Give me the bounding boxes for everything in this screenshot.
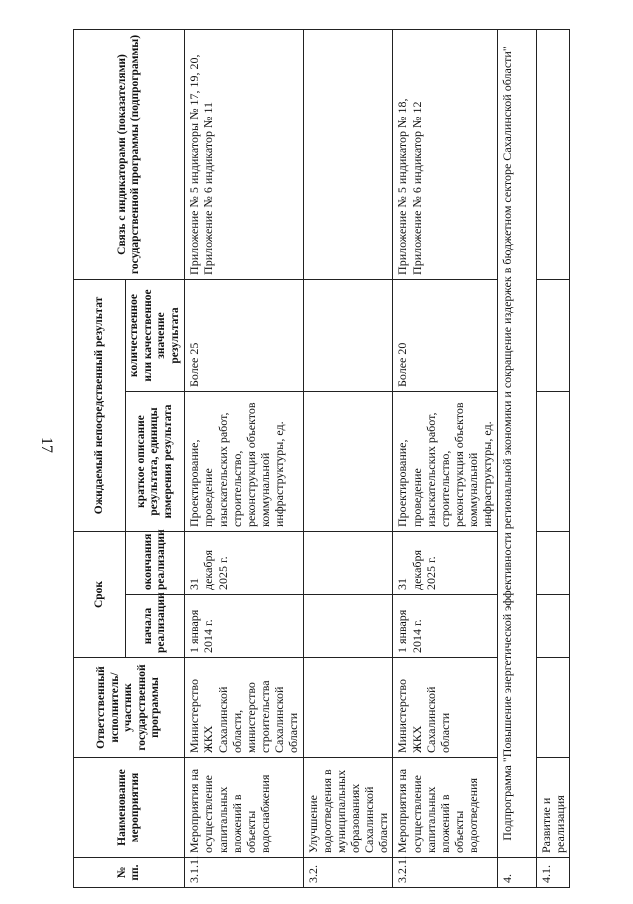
row-start xyxy=(536,595,569,658)
rotated-page-content xyxy=(73,30,627,888)
subprogram-title: Подпрограмма "Повышение энергетической эффективности региональной экономики и сокращение издержек в бюджетном секторе Сахалинской области" xyxy=(497,29,536,857)
table-row xyxy=(303,29,393,887)
activities-table xyxy=(73,29,570,888)
row-num: 4.1. xyxy=(536,858,569,888)
header-term-end: окончания реализации xyxy=(126,531,185,594)
row-qty xyxy=(303,279,393,391)
row-start: 1 января 2014 г. xyxy=(393,595,497,658)
header-result: Ожидаемый непосредственный результат xyxy=(74,279,126,531)
header-name: Наименование мероприятия xyxy=(74,758,185,858)
row-responsible xyxy=(303,658,393,758)
header-term-start: начала реализации xyxy=(126,595,185,658)
subprogram-num: 4. xyxy=(497,858,536,888)
row-num: 3.1.1. xyxy=(185,858,303,888)
row-name: Улучшение водоотведения в муниципальных образованиях Сахалинской области xyxy=(303,758,393,858)
row-end: 31 декабря 2025 г. xyxy=(185,531,303,594)
row-num: 3.2.1. xyxy=(393,858,497,888)
header-indicators: Связь с индикаторами (показателями) государственной программы (подпрограммы) xyxy=(74,29,185,279)
table-row xyxy=(185,29,303,887)
row-name: Развитие и реализация xyxy=(536,758,569,858)
row-desc: Проектирование, проведение изыскательских работ, строительство, реконструкция объектов коммунальной инфраструктуры, ед. xyxy=(393,391,497,531)
header-term: Срок xyxy=(74,531,126,657)
header-responsible: Ответственный исполнитель/участник государственной программы xyxy=(74,658,185,758)
row-end: 31 декабря 2025 г. xyxy=(393,531,497,594)
subprogram-row xyxy=(497,29,536,887)
row-qty: Более 20 xyxy=(393,279,497,391)
header-result-qty: количественное или качественное значение результата xyxy=(126,279,185,391)
row-qty: Более 25 xyxy=(185,279,303,391)
header-num: № пп. xyxy=(74,858,185,888)
row-responsible: Министерство ЖКХ Сахалинской области xyxy=(393,658,497,758)
row-end xyxy=(303,531,393,594)
table-row xyxy=(393,29,497,887)
row-desc xyxy=(303,391,393,531)
header-result-desc: краткое описание результата, единицы измерения результата xyxy=(126,391,185,531)
row-start: 1 января 2014 г. xyxy=(185,595,303,658)
row-num: 3.2. xyxy=(303,858,393,888)
row-start xyxy=(303,595,393,658)
row-indicators: Приложение № 5 индикаторы № 17, 19, 20, Приложение № 6 индикатор № 11 xyxy=(185,29,303,279)
row-indicators xyxy=(536,29,569,279)
page-number: 17 xyxy=(38,437,55,453)
row-responsible: Министерство ЖКХ Сахалинской области, министерство строительства Сахалинской области xyxy=(185,658,303,758)
row-qty xyxy=(536,279,569,391)
table-header-row xyxy=(74,29,126,887)
row-indicators: Приложение № 5 индикатор № 18, Приложение № 6 индикатор № 12 xyxy=(393,29,497,279)
row-responsible xyxy=(536,658,569,758)
row-name: Мероприятия на осуществление капитальных вложений в объекты водоснабжения xyxy=(185,758,303,858)
row-name: Мероприятия на осуществление капитальных вложений в объекты водоотведения xyxy=(393,758,497,858)
row-end xyxy=(536,531,569,594)
table-row xyxy=(536,29,569,887)
row-indicators xyxy=(303,29,393,279)
row-desc xyxy=(536,391,569,531)
row-desc: Проектирование, проведение изыскательских работ, строительство, реконструкция объектов коммунальной инфраструктуры, ед. xyxy=(185,391,303,531)
